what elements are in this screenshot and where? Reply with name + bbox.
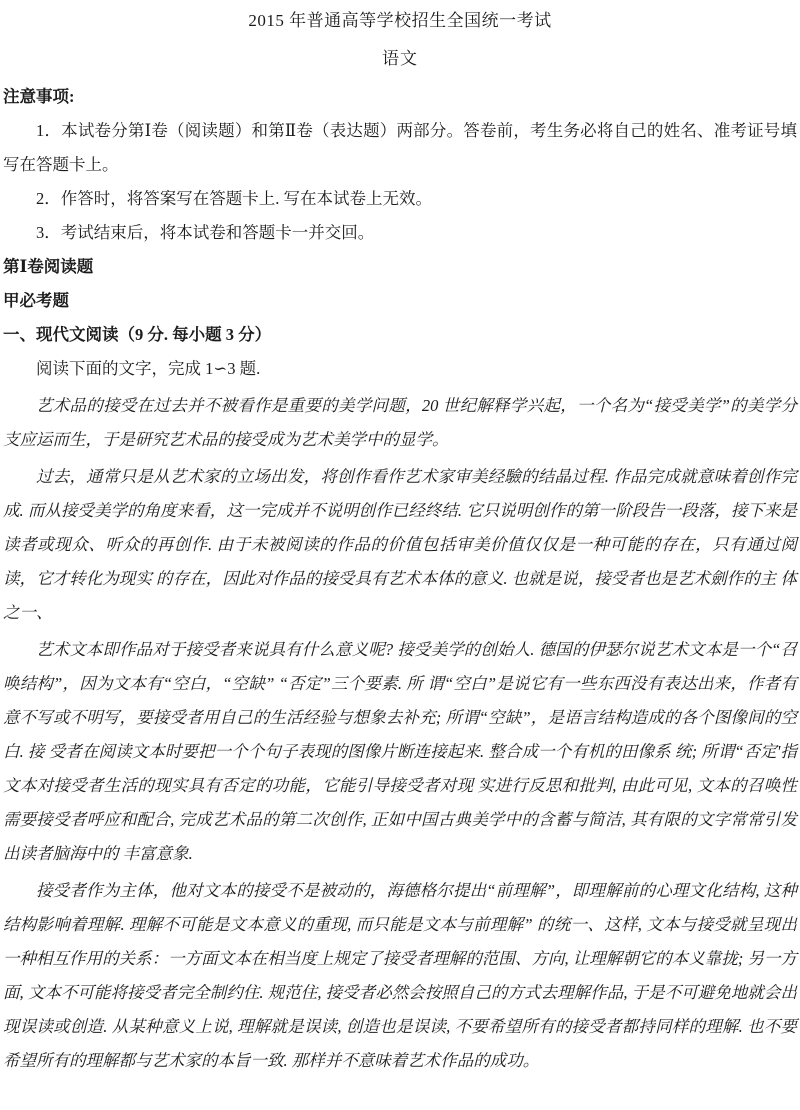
notice-item-2: 2．作答时，将答案写在答题卡上. 写在本试卷上无效。 xyxy=(36,189,432,208)
passage-paragraph-3: 艺术文本即作品对于接受者来说具有什么意义呢? 接受美学的创始人. 德国的伊瑟尔说艺术文本是一个“召唤结构”，因为文本有“空白，“空缺” “否定”三个要素. 所 谓“空白”是说它有一些东西没有表达出来，作者有意不写或不明写，要接受者用自己的生活经验与想象去补充; 所谓“空缺”，是语言结构造成的各个图像间的空白. 接 受者在阅读文本时要把一个个句子表现的图像片断连接起来. 整合成一个有机的田像系 统; 所谓“否定'指文本对接受者生活的现实具有否定的功能，它能引导接受者对现 实进行反思和批判, 由此可见, 文本的召唤性需要接受者呼应和配合, 完成艺术品的第二次创作, 正如中国古典美学中的含蓄与简洁, 其有限的文字常常引发出读者脑海中的 丰富意象. xyxy=(3,640,797,863)
reading-passage xyxy=(3,389,797,1078)
section1-heading: 一、现代文阅读（9 分. 每小题 3 分） xyxy=(3,325,272,344)
reading-instruction: 阅读下面的文字，完成 1∽3 题. xyxy=(36,359,261,378)
notice-heading: 注意事项: xyxy=(3,87,75,106)
exam-subject: 语文 xyxy=(382,49,418,68)
passage-paragraph-2: 过去，通常只是从艺术家的立场出发，将创作看作艺术家审美经驗的结晶过程. 作品完成就意味着创作完成. 而从接受美学的角度来看，这一完成并不说明创作已经终结. 它只说明创作的第一阶段告一段落，接下来是读者或现众、听众的再创作. 由于未被阅读的作品的价值包括审美价值仅仅是一种可能的存在，只有通过阅读，它才转化为现实 的存在，因此对作品的接受具有艺术本体的意义. 也就是说，接受者也是艺术劍作的主 体之一、 xyxy=(3,467,798,622)
passage-paragraph-4: 接受者作为主体，他对文本的接受不是被动的，海德格尔提出“前理解”，即理解前的心理文化结构, 这种结构影响着理解. 理解不可能是文本意义的重现, 而只能是文本与前理解” 的统一、这样, 文本与接受就呈现出一种相互作用的关系：一方面文本在相当度上规定了接受者理解的范围、方向, 让理解朝它的本义靠拢; 另一方面, 文本不可能将接受者完全制约住. 规范住, 接受者必然会按照自己的方式去理解作品, 于是不可避免地就会出现误读或创造. 从某种意义上说, 理解就是误读, 创造也是误读, 不要希望所有的接受者都持同样的理解. 也不要希望所有的理解都与艺术家的本旨一致. 那样并不意味着艺术作品的成功。 xyxy=(3,881,797,1070)
part1-heading: 第Ⅰ卷阅读题 xyxy=(3,257,94,276)
exam-title: 2015 年普通高等学校招生全国统一考试 xyxy=(248,11,552,30)
notice-item-1: 1．本试卷分第Ⅰ卷（阅读题）和第Ⅱ卷（表达题）两部分。答卷前，考生务必将自己的姓名、准考证号填写在答题卡上。 xyxy=(3,121,797,174)
notice-item-3: 3．考试结束后，将本试卷和答题卡一并交回。 xyxy=(36,223,375,242)
passage-paragraph-1: 艺术品的接受在过去并不被看作是重要的美学问题，20 世纪解释学兴起，一个名为“接受美学”的美学分支应运而生，于是研究艺术品的接受成为艺术美学中的显学。 xyxy=(3,396,797,449)
group-a-heading: 甲必考题 xyxy=(3,291,69,310)
